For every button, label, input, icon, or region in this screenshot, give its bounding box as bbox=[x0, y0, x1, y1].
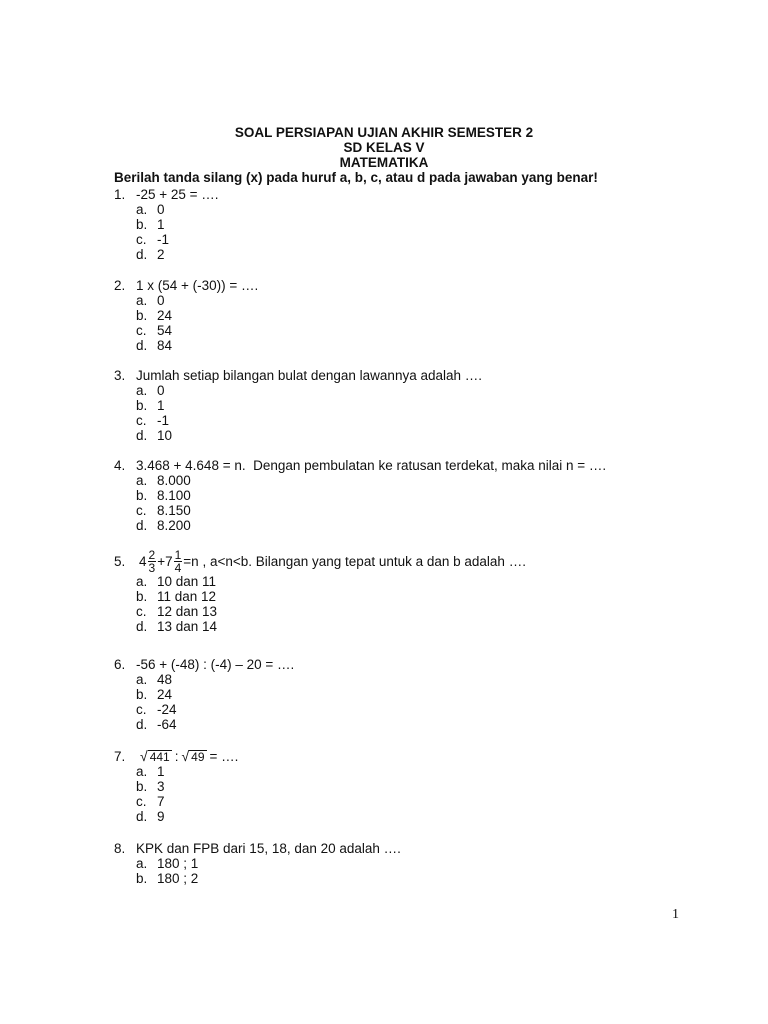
question-4 bbox=[114, 458, 606, 533]
mixed-fraction: 4 $\frac{2}{3}$ bbox=[139, 548, 156, 575]
option-c[interactable]: c. 12 dan 13 bbox=[136, 604, 218, 619]
fraction: $\frac{1}{4}$ bbox=[174, 548, 182, 575]
option-a[interactable]: a. 180 ; 1 bbox=[136, 856, 199, 871]
question-text: -56 + (-48) : (-4) – 20 = …. bbox=[136, 657, 295, 672]
document-header bbox=[0, 125, 768, 170]
question-text: =n , a<n<b. Bilangan yang tepat untuk a dan b adalah …. bbox=[183, 554, 526, 569]
option-c[interactable]: c. 7 bbox=[136, 794, 165, 809]
option-d[interactable]: d. 8.200 bbox=[136, 518, 191, 533]
question-8 bbox=[114, 841, 401, 886]
question-text: Jumlah setiap bilangan bulat dengan lawannya adalah …. bbox=[136, 368, 482, 383]
option-b[interactable]: b. 24 bbox=[136, 687, 173, 702]
option-d[interactable]: d. 9 bbox=[136, 809, 165, 824]
question-text: KPK dan FPB dari 15, 18, dan 20 adalah …. bbox=[136, 841, 401, 856]
square-root: √ 441 bbox=[140, 748, 170, 764]
question-6 bbox=[114, 657, 294, 732]
option-b[interactable]: b. 11 dan 12 bbox=[136, 589, 217, 604]
question-number: 7. bbox=[114, 749, 126, 764]
question-1 bbox=[114, 187, 219, 262]
question-text: -25 + 25 = …. bbox=[136, 187, 219, 202]
option-b[interactable]: b. 3 bbox=[136, 779, 165, 794]
option-c[interactable]: c. 8.150 bbox=[136, 503, 191, 518]
instruction-text: Berilah tanda silang (x) pada huruf a, b, c, atau d pada jawaban yang benar! bbox=[114, 170, 598, 185]
question-number: 8. bbox=[114, 841, 126, 856]
question-number: 4. bbox=[114, 458, 126, 473]
option-d[interactable]: d. 10 bbox=[136, 428, 173, 443]
question-text: 1 x (54 + (-30)) = …. bbox=[136, 278, 259, 293]
mixed-fraction: 7 $\frac{1}{4}$ bbox=[165, 548, 182, 575]
subject-label: MATEMATIKA bbox=[339, 155, 429, 170]
option-c[interactable]: c. -1 bbox=[136, 232, 170, 247]
option-c[interactable]: c. -24 bbox=[136, 702, 177, 717]
question-number: 2. bbox=[114, 278, 126, 293]
option-b[interactable]: b. 1 bbox=[136, 398, 165, 413]
option-b[interactable]: b. 24 bbox=[136, 308, 173, 323]
option-a[interactable]: a. 0 bbox=[136, 202, 165, 217]
fraction: $\frac{2}{3}$ bbox=[148, 548, 156, 575]
option-a[interactable]: a. 0 bbox=[136, 383, 165, 398]
question-2 bbox=[114, 278, 258, 353]
question-number: 1. bbox=[114, 187, 126, 202]
option-a[interactable]: a. 48 bbox=[136, 672, 173, 687]
question-3 bbox=[114, 368, 482, 443]
option-c[interactable]: c. -1 bbox=[136, 413, 170, 428]
question-number: 3. bbox=[114, 368, 126, 383]
document-title: SOAL PERSIAPAN UJIAN AKHIR SEMESTER 2 bbox=[234, 125, 534, 140]
question-5: 5. 4 $\frac{2}{3}$ + 7 $\frac{1}{4}$ =n , a<n<b. Bilangan yang tepat untuk a dan b adalah …. a. 10 dan 11 b. 11 dan 12 c. 12 dan 13 d. 13 dan 14 bbox=[114, 548, 526, 634]
option-b[interactable]: b. 8.100 bbox=[136, 488, 191, 503]
option-d[interactable]: d. -64 bbox=[136, 717, 177, 732]
question-number: 6. bbox=[114, 657, 126, 672]
option-a[interactable]: a. 8.000 bbox=[136, 473, 191, 488]
page-number: 1 bbox=[672, 907, 679, 922]
option-c[interactable]: c. 54 bbox=[136, 323, 173, 338]
option-a[interactable]: a. 1 bbox=[136, 764, 165, 779]
question-text: = …. bbox=[209, 749, 239, 764]
question-text: 3.468 + 4.648 = n. Dengan pembulatan ke ratusan terdekat, maka nilai n = …. bbox=[136, 458, 607, 473]
question-7: 7. √ 441 : √ 49 = …. a. 1 b. 3 c. 7 d. 9 bbox=[114, 748, 239, 824]
option-a[interactable]: a. 10 dan 11 bbox=[136, 574, 217, 589]
option-d[interactable]: d. 2 bbox=[136, 247, 165, 262]
grade-label: SD KELAS V bbox=[343, 140, 425, 155]
option-d[interactable]: d. 84 bbox=[136, 338, 173, 353]
option-b[interactable]: b. 1 bbox=[136, 217, 165, 232]
square-root: √ 49 bbox=[181, 748, 205, 764]
question-number: 5. bbox=[114, 554, 126, 569]
option-a[interactable]: a. 0 bbox=[136, 293, 165, 308]
option-b[interactable]: b. 180 ; 2 bbox=[136, 871, 199, 886]
option-d[interactable]: d. 13 dan 14 bbox=[136, 619, 218, 634]
